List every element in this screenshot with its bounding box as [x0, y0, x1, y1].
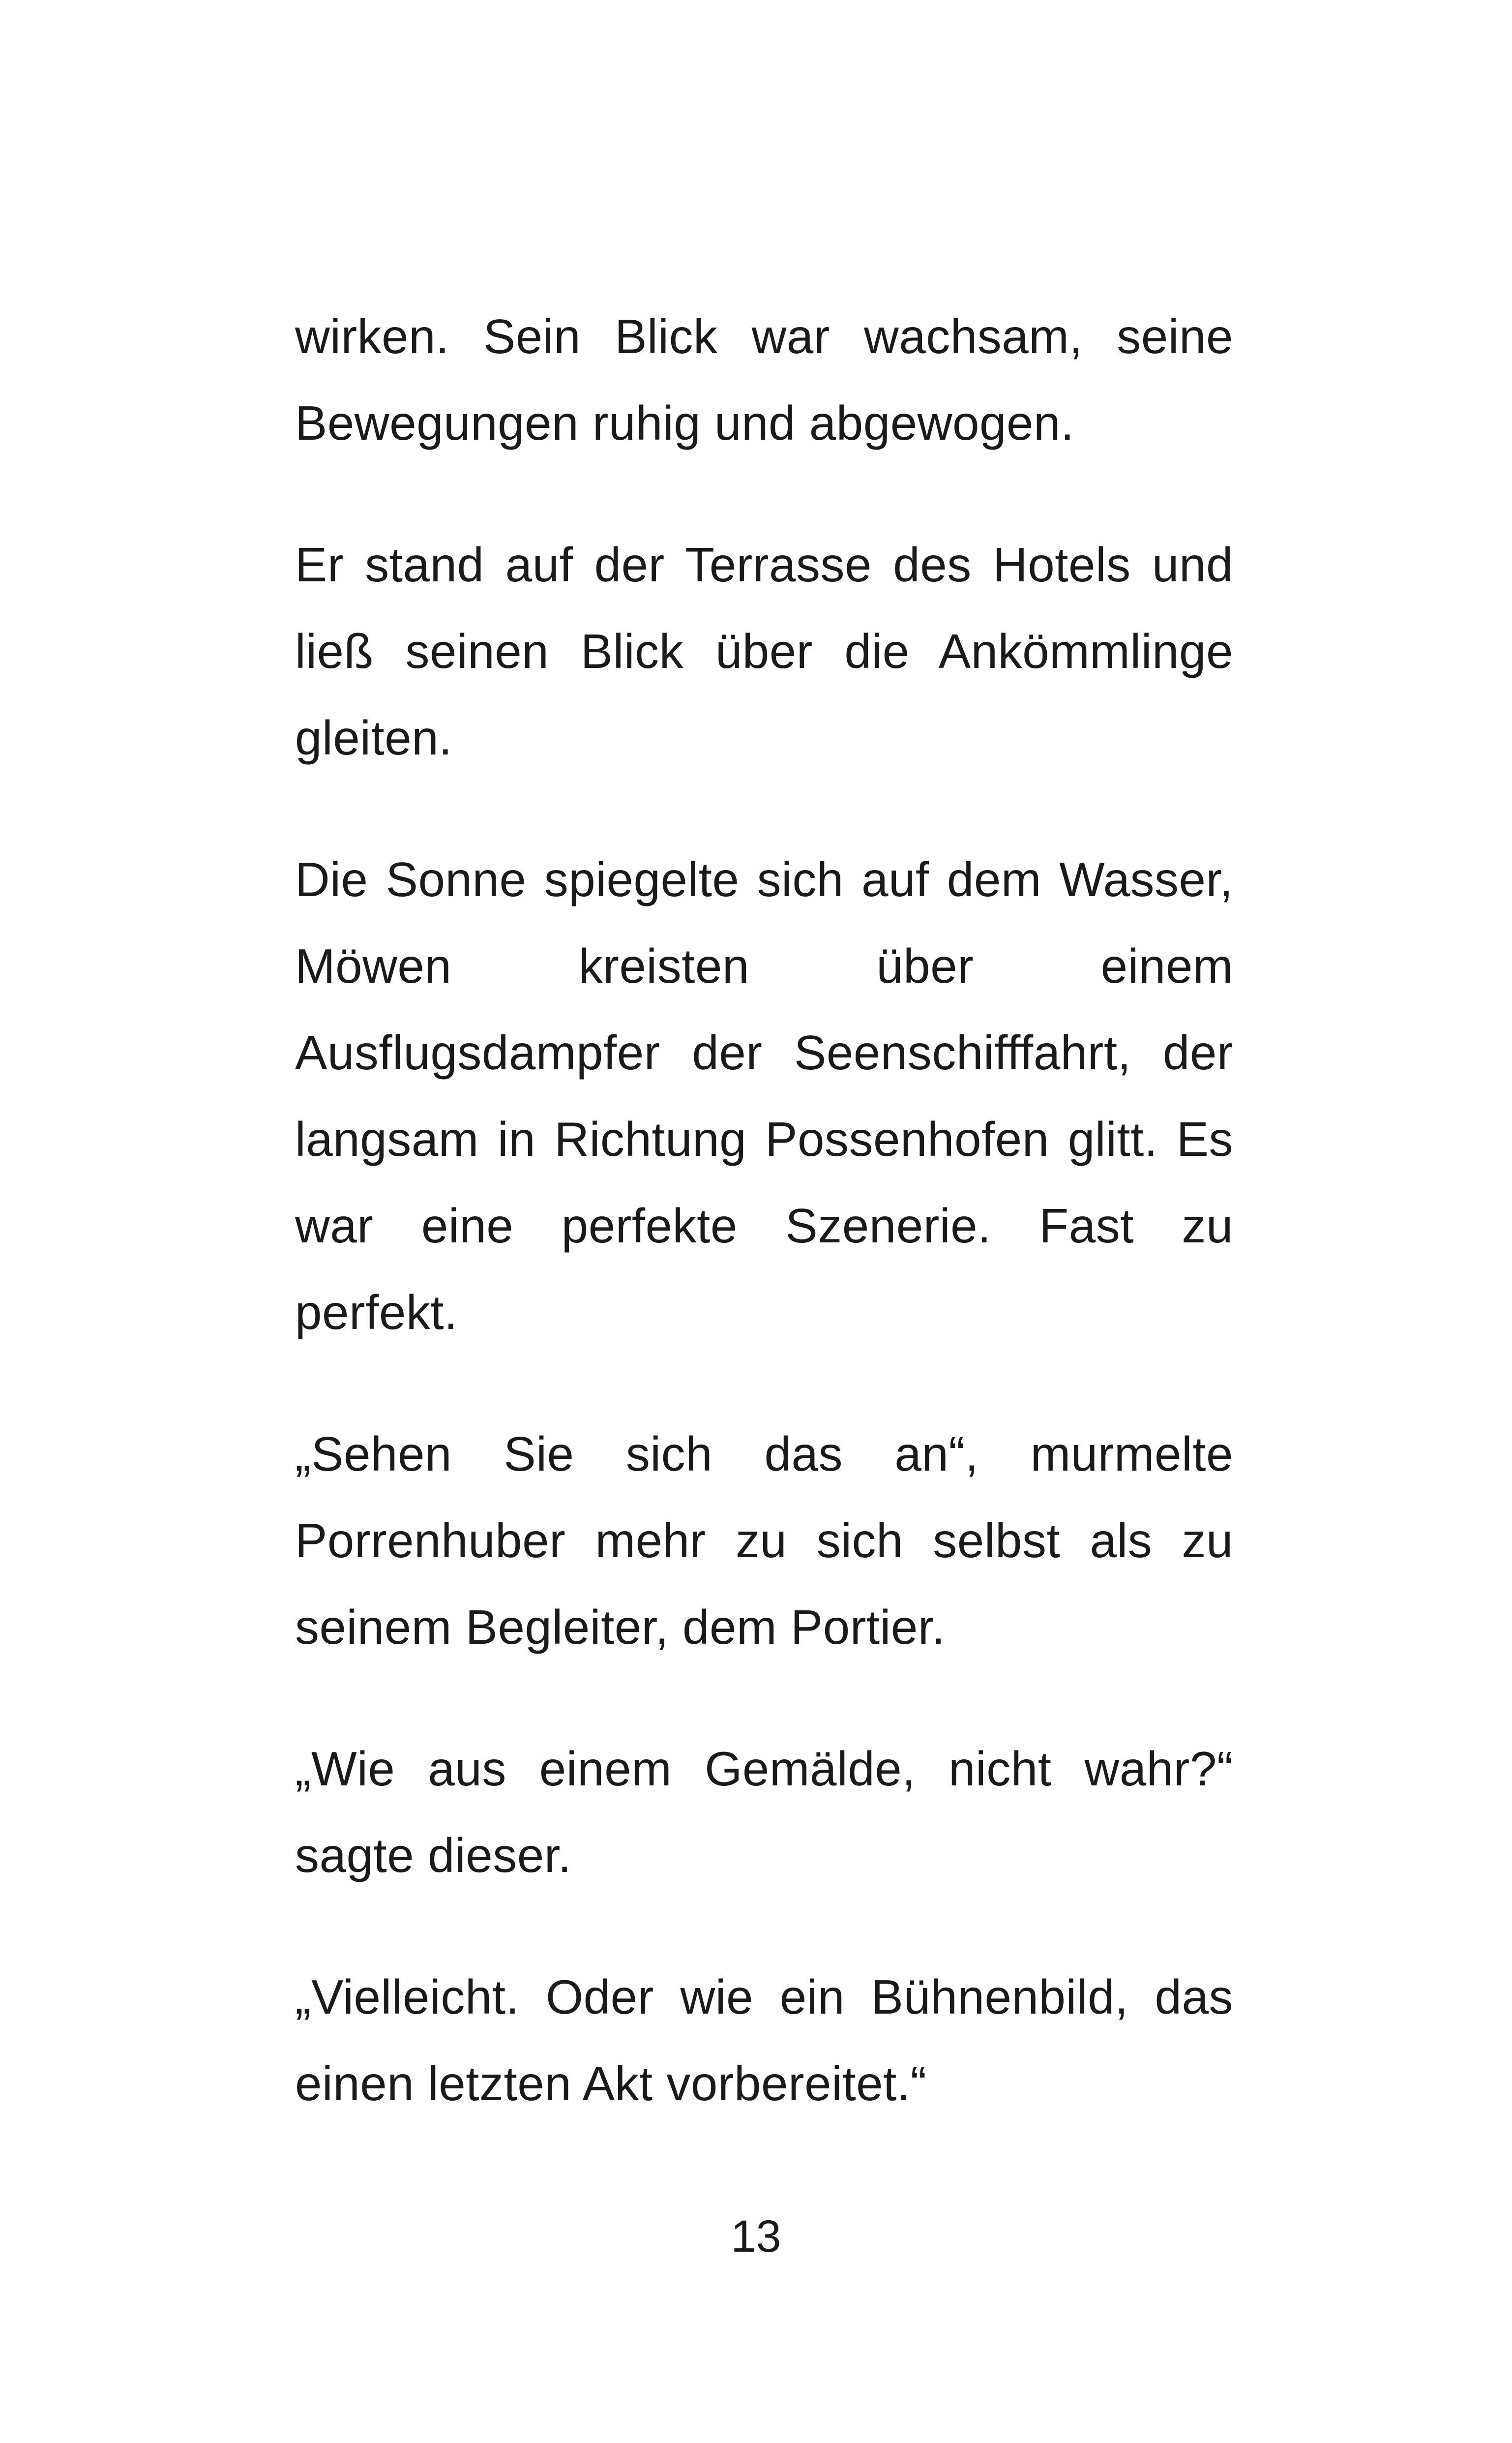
paragraph: „Wie aus einem Gemälde, nicht wahr?“ sagte dieser.	[295, 1742, 1233, 1882]
paragraph: Die Sonne spiegelte sich auf dem Wasser, Möwen kreisten über einem Ausflugsdampfer der Seenschifffahrt, der langsam in Richtung Possenhofen glitt. Es war eine perfekte Szenerie. Fast zu perfekt.	[295, 852, 1233, 1339]
paragraph: „Vielleicht. Oder wie ein Bühnenbild, das einen letzten Akt vorbereitet.“	[295, 1970, 1233, 2111]
paragraph: wirken. Sein Blick war wachsam, seine Bewegungen ruhig und abgewogen.	[295, 309, 1233, 450]
page-number: 13	[731, 2211, 781, 2262]
paragraph: Er stand auf der Terrasse des Hotels und ließ seinen Blick über die Ankömmlinge gleiten.	[295, 538, 1233, 765]
paragraph: „Sehen Sie sich das an“, murmelte Porrenhuber mehr zu sich selbst als zu seinem Begleiter, dem Portier.	[295, 1427, 1233, 1654]
body-text	[295, 293, 1233, 2127]
